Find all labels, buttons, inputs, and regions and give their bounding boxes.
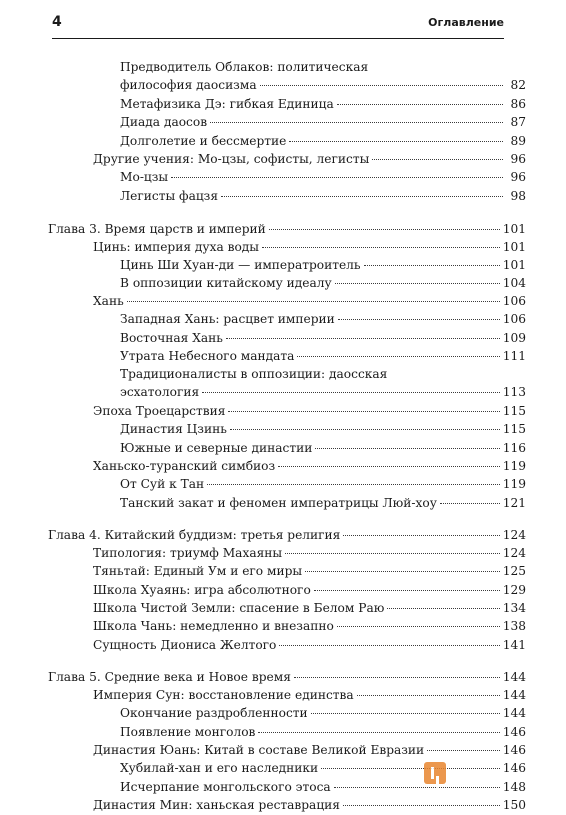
toc-entry-title: Традиционалисты в оппозиции: даосская bbox=[120, 367, 388, 381]
toc-entry-title: Хубилай-хан и его наследники bbox=[120, 761, 319, 775]
dot-leader bbox=[278, 466, 500, 467]
toc-page-number: 115 bbox=[502, 422, 526, 436]
dot-leader bbox=[387, 608, 499, 609]
toc-page-number: 144 bbox=[502, 670, 526, 684]
dot-leader bbox=[294, 677, 500, 678]
toc-page-number: 150 bbox=[502, 798, 526, 812]
dot-leader bbox=[357, 695, 500, 696]
dot-leader bbox=[279, 645, 499, 646]
toc-entry[interactable] bbox=[120, 347, 526, 366]
toc-page-number: 134 bbox=[502, 601, 526, 615]
toc-page-number: 101 bbox=[502, 240, 526, 254]
toc-page-number: 129 bbox=[502, 583, 526, 597]
toc-entry[interactable] bbox=[93, 581, 526, 600]
toc-entry[interactable] bbox=[93, 544, 526, 563]
toc-entry[interactable] bbox=[93, 457, 526, 476]
toc-page-number: 109 bbox=[502, 331, 526, 345]
toc-page-number: 98 bbox=[510, 189, 526, 203]
dot-leader bbox=[221, 196, 503, 197]
toc-entry[interactable] bbox=[93, 402, 526, 421]
dot-leader bbox=[427, 750, 500, 751]
toc-entry[interactable] bbox=[120, 132, 526, 151]
dot-leader bbox=[297, 356, 499, 357]
toc-page-number: 146 bbox=[502, 761, 526, 775]
dot-leader bbox=[337, 104, 503, 105]
toc-entry[interactable] bbox=[93, 599, 526, 618]
running-head-title: Оглавление bbox=[428, 16, 504, 29]
dot-leader bbox=[207, 484, 500, 485]
dot-leader bbox=[226, 338, 500, 339]
toc-entry-title: Школа Чань: немедленно и внезапно bbox=[93, 619, 334, 633]
toc-entry[interactable] bbox=[120, 113, 526, 132]
toc-entry-title: Империя Сун: восстановление единства bbox=[93, 688, 354, 702]
toc-page-number: 104 bbox=[502, 276, 526, 290]
toc-entry-title: Восточная Хань bbox=[120, 331, 223, 345]
dot-leader bbox=[260, 85, 503, 86]
dot-leader bbox=[314, 590, 500, 591]
dot-leader bbox=[262, 247, 500, 248]
toc-page-number: 82 bbox=[510, 78, 526, 92]
toc-page-number: 138 bbox=[502, 619, 526, 633]
dot-leader bbox=[338, 319, 500, 320]
toc-entry-title: Цинь Ши Хуан-ди — императроитель bbox=[120, 258, 361, 272]
dot-leader bbox=[372, 159, 503, 160]
toc-entry-title: Школа Чистой Земли: спасение в Белом Раю bbox=[93, 601, 385, 615]
toc-entry-title: Тяньтай: Единый Ум и его миры bbox=[93, 564, 303, 578]
toc-entry-title: Сущность Диониса Желтого bbox=[93, 638, 277, 652]
toc-entry-title: Типология: триумф Махаяны bbox=[93, 546, 283, 560]
toc-entry-title: Ханьско-туранский симбиоз bbox=[93, 459, 276, 473]
toc-entry[interactable] bbox=[93, 238, 526, 257]
toc-page-number: 96 bbox=[510, 170, 526, 184]
toc-entry-title: Династия Мин: ханьская реставрация bbox=[93, 798, 340, 812]
dot-leader bbox=[343, 535, 499, 536]
dot-leader bbox=[311, 713, 500, 714]
toc-entry-title: Школа Хуаянь: игра абсолютного bbox=[93, 583, 311, 597]
toc-entry-title: Южные и северные династии bbox=[120, 441, 313, 455]
dot-leader bbox=[364, 265, 500, 266]
toc-chapter-entry[interactable] bbox=[48, 526, 526, 545]
dot-leader bbox=[289, 141, 503, 142]
dot-leader bbox=[210, 122, 503, 123]
toc-entry-title: Глава 5. Средние века и Новое время bbox=[48, 670, 291, 684]
toc-entry[interactable] bbox=[120, 274, 526, 293]
toc-entry[interactable] bbox=[120, 310, 526, 329]
toc-entry[interactable] bbox=[93, 636, 526, 655]
toc-entry[interactable] bbox=[120, 494, 526, 513]
toc-entry[interactable] bbox=[120, 704, 526, 723]
toc-page-number: 111 bbox=[502, 349, 526, 363]
toc-page-number: 119 bbox=[502, 459, 526, 473]
toc-entry-title: Окончание раздробленности bbox=[120, 706, 308, 720]
toc-entry-title: Долголетие и бессмертие bbox=[120, 134, 287, 148]
publisher-logo-icon bbox=[424, 762, 446, 784]
toc-entry-title: Танский закат и феномен императрицы Люй-хоу bbox=[120, 496, 437, 510]
toc-entry[interactable] bbox=[120, 383, 526, 402]
toc-page-number: 124 bbox=[502, 528, 526, 542]
toc-entry-title: Утрата Небесного мандата bbox=[120, 349, 295, 363]
toc-entry-title: Глава 3. Время царств и империй bbox=[48, 222, 266, 236]
toc-entry[interactable] bbox=[120, 723, 526, 742]
toc-page-number: 144 bbox=[502, 706, 526, 720]
toc-page-number: 125 bbox=[502, 564, 526, 578]
dot-leader bbox=[230, 429, 500, 430]
toc-page-number: 124 bbox=[502, 546, 526, 560]
toc-entry-title: Глава 4. Китайский буддизм: третья религия bbox=[48, 528, 341, 542]
toc-entry-title: От Суй к Тан bbox=[120, 477, 205, 491]
toc-entry-title: Хань bbox=[93, 294, 124, 308]
dot-leader bbox=[343, 805, 500, 806]
toc-entry-title: Исчерпание монгольского этоса bbox=[120, 780, 331, 794]
toc-page-number: 115 bbox=[502, 404, 526, 418]
toc-page-number: 106 bbox=[502, 294, 526, 308]
toc-page-number: 113 bbox=[502, 385, 526, 399]
toc-page-number: 89 bbox=[510, 134, 526, 148]
toc-entry[interactable] bbox=[93, 686, 526, 705]
toc-entry-title: Эпоха Троецарствия bbox=[93, 404, 226, 418]
toc-chapter-entry[interactable] bbox=[48, 220, 526, 239]
toc-page-number: 101 bbox=[502, 258, 526, 272]
toc-page-number: 101 bbox=[502, 222, 526, 236]
toc-entry-title: Западная Хань: расцвет империи bbox=[120, 312, 335, 326]
dot-leader bbox=[127, 301, 500, 302]
toc-page-number: 148 bbox=[502, 780, 526, 794]
toc-page-number: 146 bbox=[502, 743, 526, 757]
toc-page-number: 144 bbox=[502, 688, 526, 702]
toc-entry-title: Другие учения: Мо-цзы, софисты, легисты bbox=[93, 152, 370, 166]
dot-leader bbox=[305, 571, 500, 572]
toc-page-number: 87 bbox=[510, 115, 526, 129]
dot-leader bbox=[202, 392, 500, 393]
dot-leader bbox=[337, 626, 500, 627]
toc-page-number: 141 bbox=[502, 638, 526, 652]
dot-leader bbox=[228, 411, 499, 412]
toc-entry[interactable] bbox=[120, 759, 526, 778]
toc-entry[interactable] bbox=[120, 168, 526, 187]
dot-leader bbox=[285, 553, 500, 554]
toc-page-number: 146 bbox=[502, 725, 526, 739]
toc-entry-title: Появление монголов bbox=[120, 725, 256, 739]
toc-entry[interactable] bbox=[120, 329, 526, 348]
toc-entry[interactable] bbox=[120, 256, 526, 275]
toc-entry[interactable] bbox=[93, 741, 526, 760]
toc-page-number: 121 bbox=[502, 496, 526, 510]
toc-entry[interactable] bbox=[93, 562, 526, 581]
toc-entry[interactable] bbox=[120, 76, 526, 95]
toc-entry[interactable] bbox=[120, 778, 526, 797]
dot-leader bbox=[335, 283, 500, 284]
toc-entry[interactable] bbox=[93, 617, 526, 636]
toc-entry[interactable] bbox=[120, 95, 526, 114]
toc-entry-continuation: философия даосизма bbox=[120, 78, 257, 92]
dot-leader bbox=[321, 768, 500, 769]
toc-page-number: 86 bbox=[510, 97, 526, 111]
toc-entry[interactable] bbox=[93, 796, 526, 815]
toc-page-number: 116 bbox=[502, 441, 526, 455]
toc-entry-continuation: эсхатология bbox=[120, 385, 200, 399]
toc-entry[interactable] bbox=[120, 475, 526, 494]
dot-leader bbox=[269, 229, 500, 230]
toc-entry[interactable] bbox=[93, 150, 526, 169]
toc-chapter-entry[interactable] bbox=[48, 668, 526, 687]
toc-entry-title: Предводитель Облаков: политическая bbox=[120, 60, 369, 74]
dot-leader bbox=[440, 503, 500, 504]
toc-entry-title: Цинь: империя духа воды bbox=[93, 240, 260, 254]
dot-leader bbox=[171, 177, 503, 178]
toc-entry-title: Диада даосов bbox=[120, 115, 208, 129]
toc-entry-title: Легисты фацзя bbox=[120, 189, 219, 203]
toc-page-number: 119 bbox=[502, 477, 526, 491]
toc-entry-title: В оппозиции китайскому идеалу bbox=[120, 276, 332, 290]
toc-entry[interactable] bbox=[120, 420, 526, 439]
toc-entry-title: Династия Цзинь bbox=[120, 422, 227, 436]
toc-entry[interactable] bbox=[93, 292, 526, 311]
dot-leader bbox=[258, 732, 499, 733]
toc-entry[interactable] bbox=[120, 439, 526, 458]
page-number: 4 bbox=[52, 14, 62, 30]
toc-entry-title: Мо-цзы bbox=[120, 170, 169, 184]
dot-leader bbox=[334, 787, 500, 788]
toc-page-number: 96 bbox=[510, 152, 526, 166]
dot-leader bbox=[315, 448, 499, 449]
toc-entry-title: Династия Юань: Китай в составе Великой Евразии bbox=[93, 743, 425, 757]
toc-entry-title: Метафизика Дэ: гибкая Единица bbox=[120, 97, 334, 111]
toc-page-number: 106 bbox=[502, 312, 526, 326]
toc-entry[interactable] bbox=[120, 187, 526, 206]
